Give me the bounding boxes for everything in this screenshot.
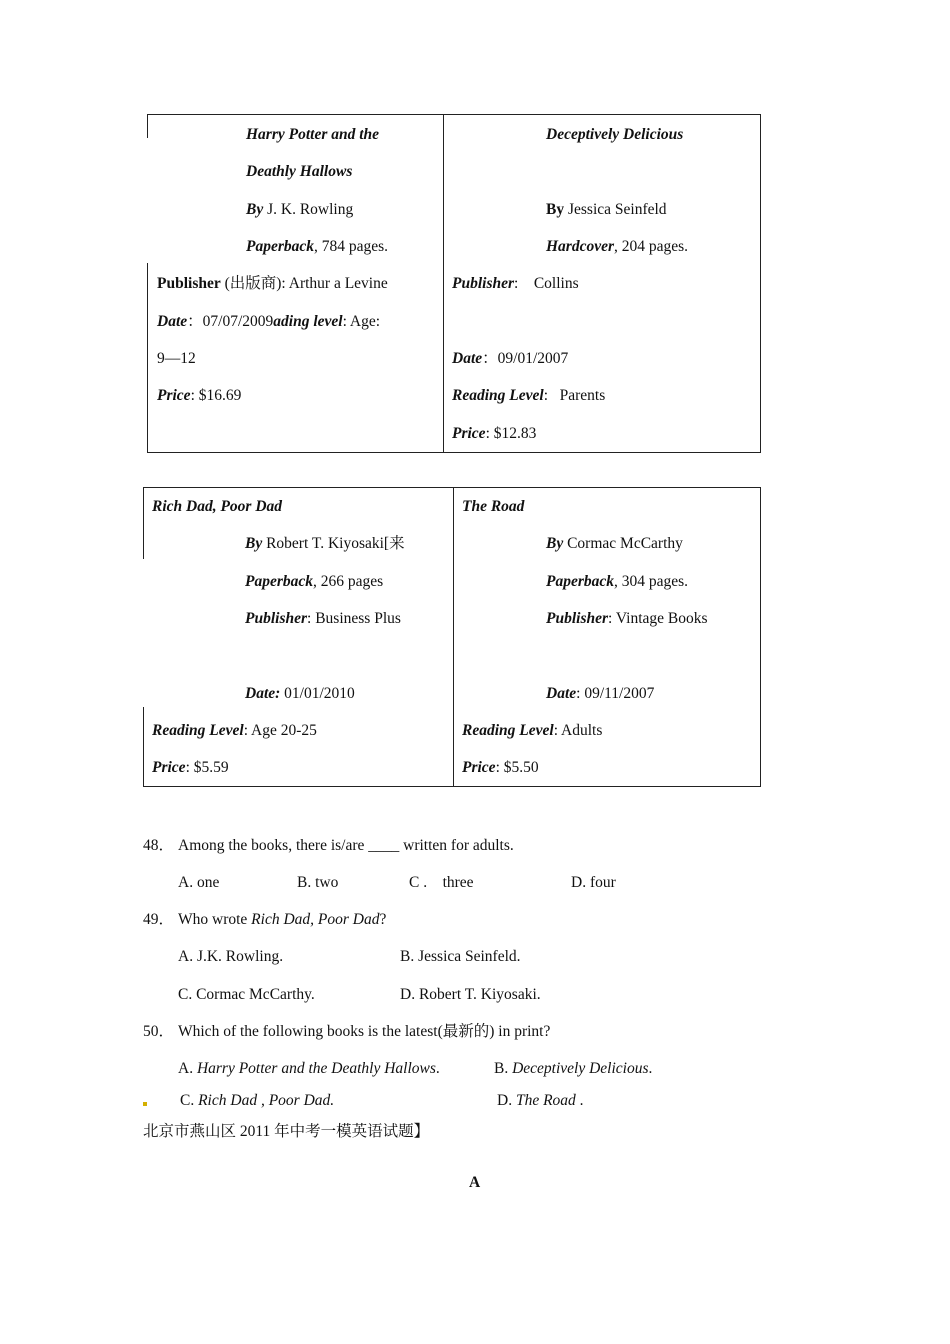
question-49-option-c: C. Cormac McCarthy. (178, 986, 315, 1003)
question-48-option-b: B. two (297, 874, 339, 891)
book-format: Hardcover, 204 pages. (546, 238, 689, 255)
book-date: Date：07/07/2009ading level: Age: (157, 313, 381, 330)
book-date: Date: 01/01/2010 (245, 685, 355, 702)
section-heading: A (469, 1174, 481, 1191)
question-49-option-a: A. J.K. Rowling. (178, 948, 284, 965)
question-50-text: Which of the following books is the latest(最新的) in print? (178, 1023, 551, 1040)
book-price: Price: $12.83 (452, 425, 537, 442)
table1-right-border (760, 114, 761, 453)
question-50-number: 50． (143, 1023, 175, 1040)
book-author: By J. K. Rowling (246, 201, 354, 218)
book-author: By Jessica Seinfeld (546, 201, 667, 218)
table2-right-border (760, 487, 761, 787)
book-date: Date：09/01/2007 (452, 350, 569, 367)
book-format: Paperback, 304 pages. (546, 573, 689, 590)
table1-middle-divider (443, 114, 444, 453)
table1-left-border-upper (147, 114, 148, 138)
table1-top-border (147, 114, 761, 115)
question-49-text: Who wrote Rich Dad, Poor Dad? (178, 911, 387, 928)
question-48-option-d: D. four (571, 874, 616, 891)
table2-middle-divider (453, 487, 454, 787)
table1-left-border-lower (147, 263, 148, 453)
question-48-text: Among the books, there is/are ____ written for adults. (178, 837, 514, 854)
book-format: Paperback, 266 pages (245, 573, 384, 590)
book-reading-level: Reading Level: Adults (462, 722, 603, 739)
question-48-option-a: A. one (178, 874, 220, 891)
question-49-option-b: B. Jessica Seinfeld. (400, 948, 521, 965)
book-title: Rich Dad, Poor Dad (152, 498, 283, 515)
book-reading-level: Reading Level: Age 20-25 (152, 722, 317, 739)
book-author: By Robert T. Kiyosaki[来 (245, 535, 405, 552)
book-publisher: Publisher: Collins (452, 275, 579, 292)
book-title: The Road (462, 498, 525, 515)
question-49-option-d: D. Robert T. Kiyosaki. (400, 986, 541, 1003)
book-title: Deceptively Delicious (546, 126, 684, 143)
question-50-option-d: D. The Road . (497, 1092, 584, 1109)
table2-top-border (143, 487, 761, 488)
book-format: Paperback, 784 pages. (246, 238, 389, 255)
book-publisher: Publisher: Vintage Books (546, 610, 708, 627)
question-48-option-c: C . three (409, 874, 474, 891)
book-price: Price: $5.59 (152, 759, 229, 776)
book-price: Price: $5.50 (462, 759, 539, 776)
question-49-number: 49． (143, 911, 175, 928)
question-50-option-a: A. Harry Potter and the Deathly Hallows. (178, 1060, 440, 1077)
book-title-line1: Harry Potter and the (246, 126, 380, 143)
book-reading-level: Reading Level: Parents (452, 387, 606, 404)
yellow-marker-icon (143, 1102, 147, 1106)
book-title-line2: Deathly Hallows (246, 163, 353, 180)
table2-left-border-lower (143, 707, 144, 787)
table2-bottom-border (143, 786, 761, 787)
book-publisher: Publisher (出版商): Arthur a Levine (157, 275, 388, 292)
question-50-option-c: C. Rich Dad , Poor Dad. (180, 1092, 335, 1109)
book-date: Date: 09/11/2007 (546, 685, 655, 702)
table1-bottom-border (147, 452, 761, 453)
book-publisher: Publisher: Business Plus (245, 610, 401, 627)
book-price: Price: $16.69 (157, 387, 242, 404)
book-author: By Cormac McCarthy (546, 535, 683, 552)
book-reading-level: 9—12 (157, 350, 196, 367)
source-line: 北京市燕山区 2011 年中考一模英语试题】 (143, 1123, 430, 1140)
question-50-option-b: B. Deceptively Delicious. (494, 1060, 653, 1077)
question-48-number: 48． (143, 837, 175, 854)
table2-left-border-upper (143, 487, 144, 559)
